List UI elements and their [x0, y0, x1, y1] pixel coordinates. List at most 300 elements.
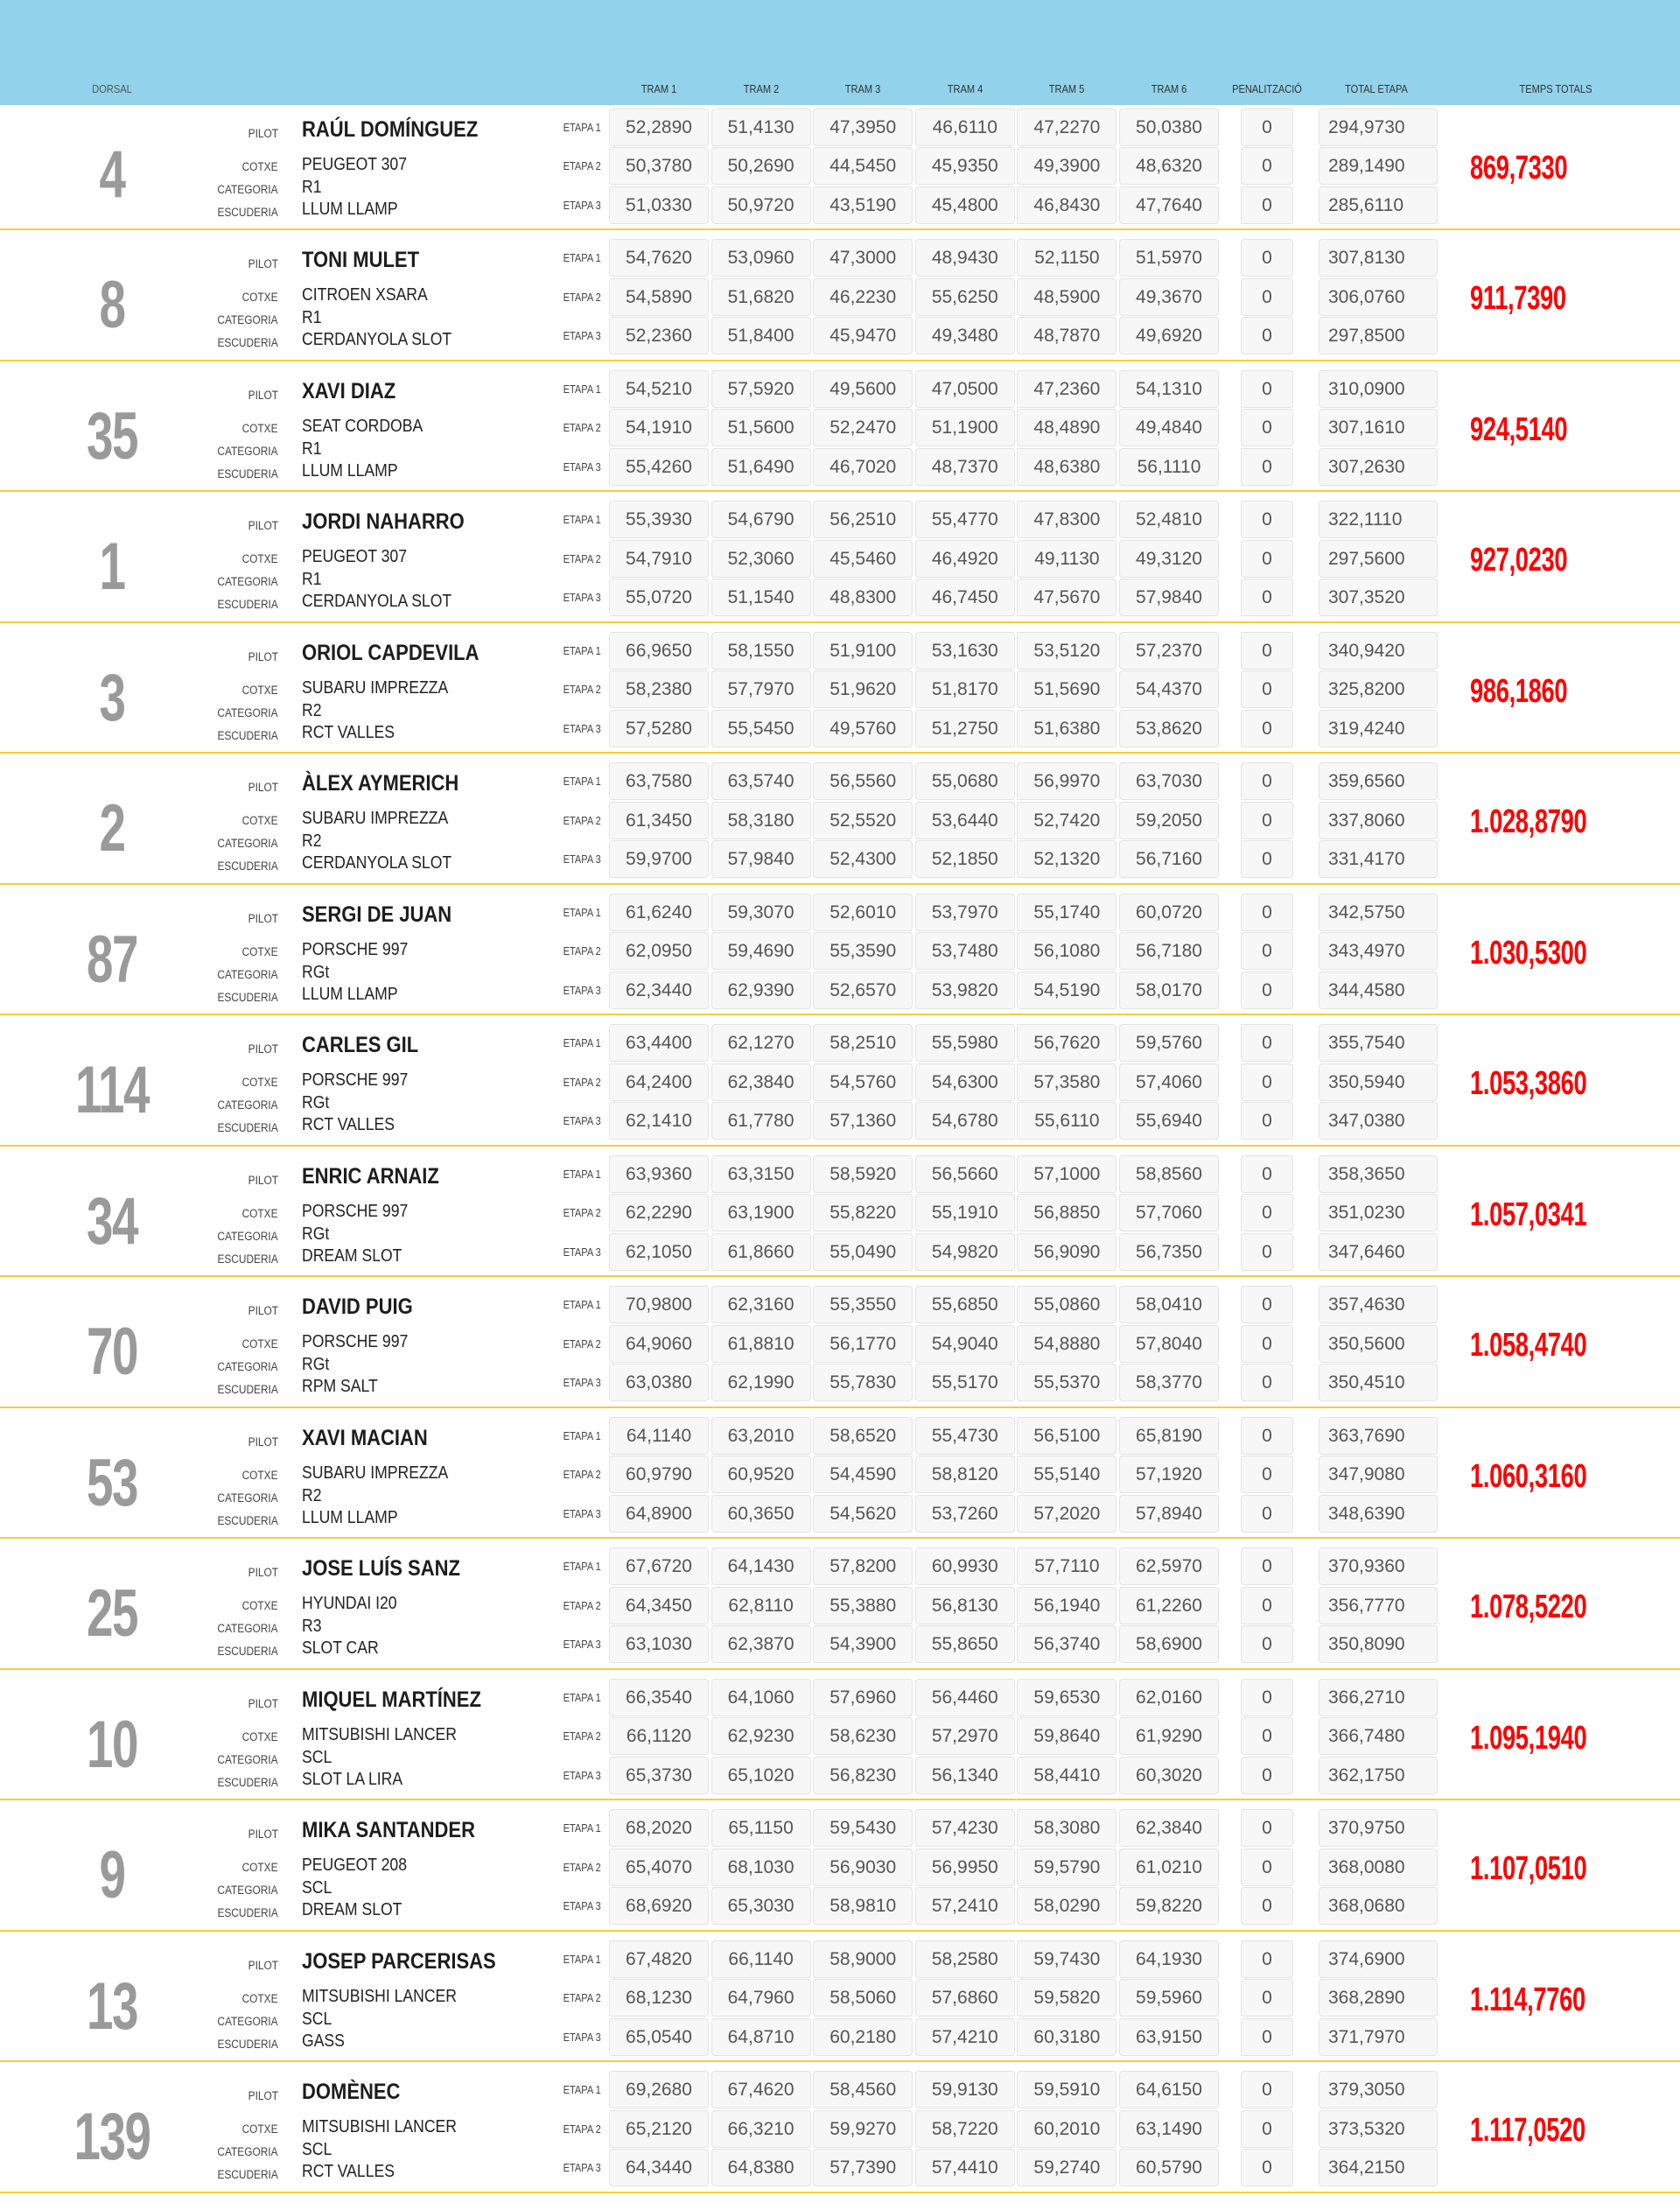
tram-time-cell: 55,0490 [813, 1233, 913, 1271]
tram-time-cell: 57,1000 [1017, 1155, 1116, 1193]
tram-time-cell: 66,1120 [609, 1717, 709, 1755]
escuderia-value: CERDANYOLA SLOT [302, 592, 452, 611]
etapa-label: ETAPA 1 [563, 905, 601, 919]
tram-time-cell: 56,8850 [1017, 1194, 1116, 1231]
tram-time-cell: 60,9930 [915, 1547, 1015, 1585]
header-dorsal: DORSAL [92, 82, 132, 95]
tram-time-cell: 49,3120 [1119, 540, 1219, 578]
pilot-label: PILOT [248, 911, 278, 925]
tram-time-cell: 58,3770 [1119, 1364, 1219, 1401]
tram-time-cell: 61,7780 [711, 1102, 811, 1140]
tram-time-cell: 52,2890 [609, 109, 709, 146]
penalty-cell: 0 [1241, 1155, 1293, 1193]
stage-total-cell: 355,7540 [1319, 1024, 1438, 1062]
tram-time-cell: 48,6380 [1017, 448, 1116, 486]
etapa-label: ETAPA 3 [563, 1506, 601, 1520]
tram-time-cell: 53,7480 [915, 932, 1015, 970]
tram-time-cell: 51,6820 [711, 278, 811, 316]
escuderia-value: GASS [302, 2031, 345, 2051]
escuderia-label: ESCUDERIA [217, 2037, 278, 2051]
tram-time-cell: 45,9350 [915, 147, 1015, 185]
tram-time-cell: 67,6720 [609, 1547, 709, 1585]
tram-time-cell: 54,5760 [813, 1063, 913, 1101]
stage-total-cell: 319,4240 [1319, 710, 1438, 747]
pilot-label: PILOT [248, 781, 278, 794]
tram-time-cell: 65,0540 [609, 2018, 709, 2056]
tram-time-cell: 55,3930 [609, 501, 709, 538]
etapa-label: ETAPA 2 [563, 1337, 601, 1351]
tram-time-cell: 48,9430 [915, 239, 1015, 277]
tram-time-cell: 55,0860 [1017, 1286, 1116, 1323]
penalty-cell: 0 [1241, 1625, 1293, 1663]
tram-time-cell: 58,6520 [813, 1417, 913, 1455]
tram-time-cell: 60,2010 [1017, 2110, 1116, 2148]
tram-time-cell: 56,1340 [915, 1757, 1015, 1794]
penalty-cell: 0 [1241, 1887, 1293, 1925]
penalty-cell: 0 [1241, 409, 1293, 446]
tram-time-cell: 61,6240 [609, 894, 709, 931]
tram-time-cell: 58,3180 [711, 802, 811, 839]
tram-time-cell: 70,9800 [609, 1286, 709, 1323]
categoria-label: CATEGORIA [217, 1229, 278, 1243]
tram-time-cell: 54,8880 [1017, 1325, 1116, 1363]
tram-time-cell: 57,9840 [711, 840, 811, 878]
tram-time-cell: 58,6230 [813, 1717, 913, 1755]
tram-time-cell: 47,8300 [1017, 501, 1116, 538]
tram-time-cell: 52,1150 [1017, 239, 1116, 277]
etapa-label: ETAPA 2 [563, 1860, 601, 1874]
tram-time-cell: 50,0380 [1119, 109, 1219, 146]
categoria-value: R1 [302, 438, 322, 459]
categoria-label: CATEGORIA [217, 1098, 278, 1112]
pilot-label: PILOT [248, 126, 278, 140]
tram-time-cell: 60,3180 [1017, 2018, 1116, 2056]
tram-time-cell: 62,9230 [711, 1717, 811, 1755]
tram-time-cell: 64,3450 [609, 1587, 709, 1624]
dorsal-number: 1 [99, 530, 125, 604]
pilot-label: PILOT [248, 1435, 278, 1449]
dorsal-number: 139 [74, 2100, 150, 2174]
tram-time-cell: 63,9150 [1119, 2018, 1219, 2056]
etapa-label: ETAPA 3 [563, 460, 601, 474]
stage-total-cell: 350,5940 [1319, 1063, 1438, 1101]
tram-time-cell: 51,5970 [1119, 239, 1219, 277]
temps-total: 1.058,4740 [1470, 1327, 1587, 1364]
tram-time-cell: 57,1360 [813, 1102, 913, 1140]
etapa-label: ETAPA 1 [563, 382, 601, 396]
stage-total-cell: 289,1490 [1319, 147, 1438, 185]
tram-time-cell: 58,8560 [1119, 1155, 1219, 1193]
categoria-value: R1 [302, 308, 322, 327]
tram-time-cell: 56,8230 [813, 1757, 913, 1794]
temps-total: 1.078,5220 [1470, 1589, 1587, 1625]
etapa-label: ETAPA 1 [563, 2083, 601, 2096]
header-penalty: PENALITZACIÓ [1232, 82, 1302, 95]
tram-time-cell: 63,7580 [609, 762, 709, 800]
tram-time-cell: 56,7620 [1017, 1024, 1116, 1062]
tram-time-cell: 54,7910 [609, 540, 709, 578]
tram-time-cell: 58,9810 [813, 1887, 913, 1925]
penalty-cell: 0 [1241, 186, 1293, 224]
tram-time-cell: 66,3540 [609, 1679, 709, 1716]
tram-time-cell: 63,1030 [609, 1625, 709, 1663]
stage-total-cell: 297,5600 [1319, 540, 1438, 578]
tram-time-cell: 55,5370 [1017, 1364, 1116, 1401]
cotxe-label: COTXE [242, 421, 278, 435]
cotxe-label: COTXE [242, 1729, 278, 1743]
tram-time-cell: 57,2370 [1119, 632, 1219, 670]
tram-time-cell: 62,1050 [609, 1233, 709, 1271]
etapa-label: ETAPA 2 [563, 944, 601, 958]
etapa-label: ETAPA 1 [563, 513, 601, 526]
tram-time-cell: 67,4820 [609, 1940, 709, 1978]
stage-total-cell: 347,6460 [1319, 1233, 1438, 1271]
tram-time-cell: 56,4460 [915, 1679, 1015, 1716]
tram-time-cell: 51,0330 [609, 186, 709, 224]
stage-total-cell: 370,9750 [1319, 1809, 1438, 1847]
tram-time-cell: 49,3480 [915, 317, 1015, 354]
tram-time-cell: 56,9030 [813, 1849, 913, 1886]
penalty-cell: 0 [1241, 670, 1293, 708]
tram-time-cell: 68,1230 [609, 1979, 709, 2017]
tram-time-cell: 59,5820 [1017, 1979, 1116, 2017]
tram-time-cell: 54,4370 [1119, 670, 1219, 708]
categoria-label: CATEGORIA [217, 1622, 278, 1635]
escuderia-label: ESCUDERIA [217, 1383, 278, 1396]
tram-time-cell: 56,7350 [1119, 1233, 1219, 1271]
tram-time-cell: 54,6780 [915, 1102, 1015, 1140]
escuderia-label: ESCUDERIA [217, 990, 278, 1004]
tram-time-cell: 55,1740 [1017, 894, 1116, 931]
penalty-cell: 0 [1241, 1717, 1293, 1755]
stage-total-cell: 325,8200 [1319, 670, 1438, 708]
tram-time-cell: 57,8940 [1119, 1495, 1219, 1533]
cotxe-label: COTXE [242, 1599, 278, 1612]
stage-total-cell: 363,7690 [1319, 1417, 1438, 1455]
tram-time-cell: 52,1320 [1017, 840, 1116, 878]
driver-entry [0, 1932, 1680, 2063]
penalty-cell: 0 [1241, 2110, 1293, 2148]
tram-time-cell: 59,6530 [1017, 1679, 1116, 1716]
categoria-label: CATEGORIA [217, 182, 278, 196]
tram-time-cell: 48,6320 [1119, 147, 1219, 185]
pilot-label: PILOT [248, 1304, 278, 1317]
stage-total-cell: 368,0080 [1319, 1849, 1438, 1886]
etapa-label: ETAPA 1 [563, 1298, 601, 1311]
etapa-label: ETAPA 3 [563, 2030, 601, 2044]
tram-time-cell: 55,3590 [813, 932, 913, 970]
tram-time-cell: 43,5190 [813, 186, 913, 224]
tram-time-cell: 57,4060 [1119, 1063, 1219, 1101]
pilot-label: PILOT [248, 2089, 278, 2102]
tram-time-cell: 55,5170 [915, 1364, 1015, 1401]
temps-total: 1.057,0341 [1470, 1196, 1587, 1233]
pilot-name: RAÚL DOMÍNGUEZ [302, 116, 479, 142]
tram-time-cell: 58,2380 [609, 670, 709, 708]
dorsal-number: 13 [86, 1968, 137, 2044]
tram-time-cell: 61,9290 [1119, 1717, 1219, 1755]
driver-entry [0, 1015, 1680, 1147]
dorsal-number: 34 [86, 1183, 137, 1259]
categoria-value: R2 [302, 831, 322, 851]
tram-time-cell: 59,9130 [915, 2071, 1015, 2108]
tram-time-cell: 65,3030 [711, 1887, 811, 1925]
pilot-name: MIKA SANTANDER [302, 1818, 475, 1842]
dorsal-number: 3 [99, 660, 125, 735]
etapa-label: ETAPA 2 [563, 290, 601, 304]
cotxe-label: COTXE [242, 2122, 278, 2136]
etapa-label: ETAPA 1 [563, 1428, 601, 1442]
penalty-cell: 0 [1241, 147, 1293, 185]
penalty-cell: 0 [1241, 802, 1293, 839]
penalty-cell: 0 [1241, 1102, 1293, 1140]
tram-time-cell: 56,7180 [1119, 932, 1219, 970]
tram-time-cell: 62,1990 [711, 1364, 811, 1401]
tram-time-cell: 57,6960 [813, 1679, 913, 1716]
tram-time-cell: 60,3020 [1119, 1757, 1219, 1794]
tram-time-cell: 64,2400 [609, 1063, 709, 1101]
tram-time-cell: 54,3900 [813, 1625, 913, 1663]
categoria-value: SCL [302, 2140, 332, 2159]
tram-time-cell: 54,7620 [609, 239, 709, 277]
stage-total-cell: 285,6110 [1319, 186, 1438, 224]
categoria-label: CATEGORIA [217, 2014, 278, 2028]
tram-time-cell: 45,5460 [813, 540, 913, 578]
pilot-label: PILOT [248, 1696, 278, 1710]
tram-time-cell: 51,9100 [813, 632, 913, 670]
tram-time-cell: 53,6440 [915, 802, 1015, 839]
tram-time-cell: 58,3080 [1017, 1809, 1116, 1847]
categoria-value: SCL [302, 1747, 332, 1767]
cotxe-value: MITSUBISHI LANCER [302, 1986, 458, 2006]
pilot-name: TONI MULET [302, 248, 420, 272]
tram-time-cell: 52,3060 [711, 540, 811, 578]
tram-time-cell: 56,9970 [1017, 762, 1116, 800]
etapa-label: ETAPA 3 [563, 2161, 601, 2174]
header-tram-4: TRAM 4 [947, 82, 984, 95]
tram-time-cell: 47,2270 [1017, 109, 1116, 146]
tram-time-cell: 51,4130 [711, 109, 811, 146]
categoria-label: CATEGORIA [217, 1491, 278, 1505]
penalty-cell: 0 [1241, 932, 1293, 970]
etapa-label: ETAPA 3 [563, 1114, 601, 1127]
tram-time-cell: 63,7030 [1119, 762, 1219, 800]
etapa-label: ETAPA 1 [563, 251, 601, 264]
cotxe-value: MITSUBISHI LANCER [302, 2117, 458, 2136]
penalty-cell: 0 [1241, 540, 1293, 578]
tram-time-cell: 61,0210 [1119, 1849, 1219, 1886]
stage-total-cell: 359,6560 [1319, 762, 1438, 800]
etapa-label: ETAPA 2 [563, 159, 601, 172]
tram-time-cell: 58,7220 [915, 2110, 1015, 2148]
categoria-value: R1 [302, 570, 322, 589]
pilot-label: PILOT [248, 1828, 278, 1841]
etapa-label: ETAPA 1 [563, 120, 601, 134]
escuderia-value: SLOT LA LIRA [302, 1769, 403, 1789]
header-tram-2: TRAM 2 [743, 82, 779, 95]
tram-time-cell: 57,3580 [1017, 1063, 1116, 1101]
stage-total-cell: 343,4970 [1319, 932, 1438, 970]
cotxe-value: SUBARU IMPREZZA [302, 677, 449, 698]
tram-time-cell: 55,4260 [609, 448, 709, 486]
tram-time-cell: 62,3870 [711, 1625, 811, 1663]
cotxe-value: PEUGEOT 208 [302, 1856, 407, 1875]
tram-time-cell: 46,4920 [915, 540, 1015, 578]
escuderia-value: CERDANYOLA SLOT [302, 853, 452, 873]
tram-time-cell: 53,0960 [711, 239, 811, 277]
categoria-value: RGt [302, 1355, 330, 1374]
tram-time-cell: 66,9650 [609, 632, 709, 670]
tram-time-cell: 52,6570 [813, 972, 913, 1009]
tram-time-cell: 61,8810 [711, 1325, 811, 1363]
tram-time-cell: 57,1920 [1119, 1456, 1219, 1493]
tram-time-cell: 55,0680 [915, 762, 1015, 800]
tram-time-cell: 62,0160 [1119, 1679, 1219, 1716]
tram-time-cell: 59,5960 [1119, 1979, 1219, 2017]
escuderia-value: RCT VALLES [302, 722, 395, 742]
tram-time-cell: 45,9470 [813, 317, 913, 354]
tram-time-cell: 56,1080 [1017, 932, 1116, 970]
tram-time-cell: 58,1550 [711, 632, 811, 670]
escuderia-label: ESCUDERIA [217, 1645, 278, 1658]
penalty-cell: 0 [1241, 840, 1293, 878]
dorsal-number: 2 [99, 791, 125, 866]
tram-time-cell: 55,3880 [813, 1587, 913, 1624]
dorsal-number: 4 [99, 137, 125, 212]
tram-time-cell: 60,9520 [711, 1456, 811, 1493]
escuderia-label: ESCUDERIA [217, 1906, 278, 1919]
pilot-label: PILOT [248, 519, 278, 532]
escuderia-label: ESCUDERIA [217, 1121, 278, 1134]
tram-time-cell: 52,2360 [609, 317, 709, 354]
temps-total: 869,7330 [1470, 149, 1568, 186]
tram-time-cell: 68,1030 [711, 1849, 811, 1886]
penalty-cell: 0 [1241, 2149, 1293, 2186]
categoria-value: SCL [302, 1878, 332, 1898]
temps-total: 1.117,0520 [1470, 2112, 1586, 2149]
stage-total-cell: 366,7480 [1319, 1717, 1438, 1755]
categoria-label: CATEGORIA [217, 1360, 278, 1373]
tram-time-cell: 63,1900 [711, 1194, 811, 1231]
penalty-cell: 0 [1241, 1679, 1293, 1716]
tram-time-cell: 56,1770 [813, 1325, 913, 1363]
penalty-cell: 0 [1241, 501, 1293, 538]
tram-time-cell: 46,7020 [813, 448, 913, 486]
tram-time-cell: 51,9620 [813, 670, 913, 708]
penalty-cell: 0 [1241, 1809, 1293, 1847]
dorsal-number: 25 [86, 1576, 137, 1651]
etapa-label: ETAPA 2 [563, 1468, 601, 1481]
tram-time-cell: 56,5560 [813, 762, 913, 800]
escuderia-label: ESCUDERIA [217, 728, 278, 742]
etapa-label: ETAPA 2 [563, 1598, 601, 1612]
penalty-cell: 0 [1241, 1547, 1293, 1585]
driver-entry [0, 1539, 1680, 1670]
tram-time-cell: 54,5190 [1017, 972, 1116, 1009]
tram-time-cell: 45,4800 [915, 186, 1015, 224]
tram-time-cell: 53,7260 [915, 1495, 1015, 1533]
cotxe-label: COTXE [242, 1468, 278, 1482]
pilot-name: ORIOL CAPDEVILA [302, 640, 480, 665]
tram-time-cell: 65,3730 [609, 1757, 709, 1794]
categoria-label: CATEGORIA [217, 705, 278, 719]
pilot-name: ENRIC ARNAIZ [302, 1163, 439, 1189]
stage-total-cell: 307,3520 [1319, 579, 1438, 616]
stage-total-cell: 374,6900 [1319, 1940, 1438, 1978]
column-header-bar [0, 0, 1680, 105]
cotxe-label: COTXE [242, 1861, 278, 1874]
penalty-cell: 0 [1241, 1849, 1293, 1886]
escuderia-value: DREAM SLOT [302, 1900, 402, 1919]
stage-total-cell: 364,2150 [1319, 2149, 1438, 2186]
etapa-label: ETAPA 1 [563, 1167, 601, 1181]
tram-time-cell: 65,8190 [1119, 1417, 1219, 1455]
escuderia-label: ESCUDERIA [217, 1775, 278, 1789]
penalty-cell: 0 [1241, 1456, 1293, 1493]
cotxe-value: PEUGEOT 307 [302, 547, 407, 566]
tram-time-cell: 60,5790 [1119, 2149, 1219, 2186]
pilot-name: DAVID PUIG [302, 1294, 413, 1319]
driver-entry [0, 492, 1680, 623]
etapa-label: ETAPA 1 [563, 1821, 601, 1835]
tram-time-cell: 56,7160 [1119, 840, 1219, 878]
tram-time-cell: 59,5430 [813, 1809, 913, 1847]
cotxe-value: CITROEN XSARA [302, 285, 428, 305]
penalty-cell: 0 [1241, 2018, 1293, 2056]
tram-time-cell: 47,0500 [915, 370, 1015, 408]
tram-time-cell: 64,1430 [711, 1547, 811, 1585]
temps-total: 1.028,8790 [1470, 803, 1587, 840]
etapa-label: ETAPA 3 [563, 198, 601, 212]
tram-time-cell: 46,6110 [915, 109, 1015, 146]
tram-time-cell: 58,4410 [1017, 1757, 1116, 1794]
tram-time-cell: 55,5980 [915, 1024, 1015, 1062]
tram-time-cell: 57,2410 [915, 1887, 1015, 1925]
tram-time-cell: 49,5600 [813, 370, 913, 408]
temps-total: 1.030,5300 [1470, 934, 1587, 972]
tram-time-cell: 64,8900 [609, 1495, 709, 1533]
etapa-label: ETAPA 3 [563, 1638, 601, 1651]
cotxe-value: SUBARU IMPREZZA [302, 809, 449, 828]
tram-time-cell: 55,5450 [711, 710, 811, 747]
driver-entry [0, 885, 1680, 1016]
penalty-cell: 0 [1241, 278, 1293, 316]
tram-time-cell: 58,6900 [1119, 1625, 1219, 1663]
penalty-cell: 0 [1241, 894, 1293, 931]
stage-total-cell: 307,2630 [1319, 448, 1438, 486]
penalty-cell: 0 [1241, 370, 1293, 408]
etapa-label: ETAPA 1 [563, 1690, 601, 1704]
tram-time-cell: 63,4400 [609, 1024, 709, 1062]
categoria-label: CATEGORIA [217, 837, 278, 850]
escuderia-value: RPM SALT [302, 1377, 378, 1396]
tram-time-cell: 51,1540 [711, 579, 811, 616]
stage-total-cell: 331,4170 [1319, 840, 1438, 878]
dorsal-number: 114 [75, 1053, 149, 1127]
pilot-name: CARLES GIL [302, 1033, 419, 1057]
tram-time-cell: 59,2740 [1017, 2149, 1116, 2186]
stage-total-cell: 340,9420 [1319, 632, 1438, 670]
driver-entry [0, 623, 1680, 754]
tram-time-cell: 57,7060 [1119, 1194, 1219, 1231]
stage-total-cell: 342,5750 [1319, 894, 1438, 931]
tram-time-cell: 51,5600 [711, 409, 811, 446]
cotxe-label: COTXE [242, 683, 278, 697]
penalty-cell: 0 [1241, 1495, 1293, 1533]
stage-total-cell: 373,5320 [1319, 2110, 1438, 2148]
pilot-name: JOSE LUÍS SANZ [302, 1556, 460, 1581]
tram-time-cell: 58,9000 [813, 1940, 913, 1978]
